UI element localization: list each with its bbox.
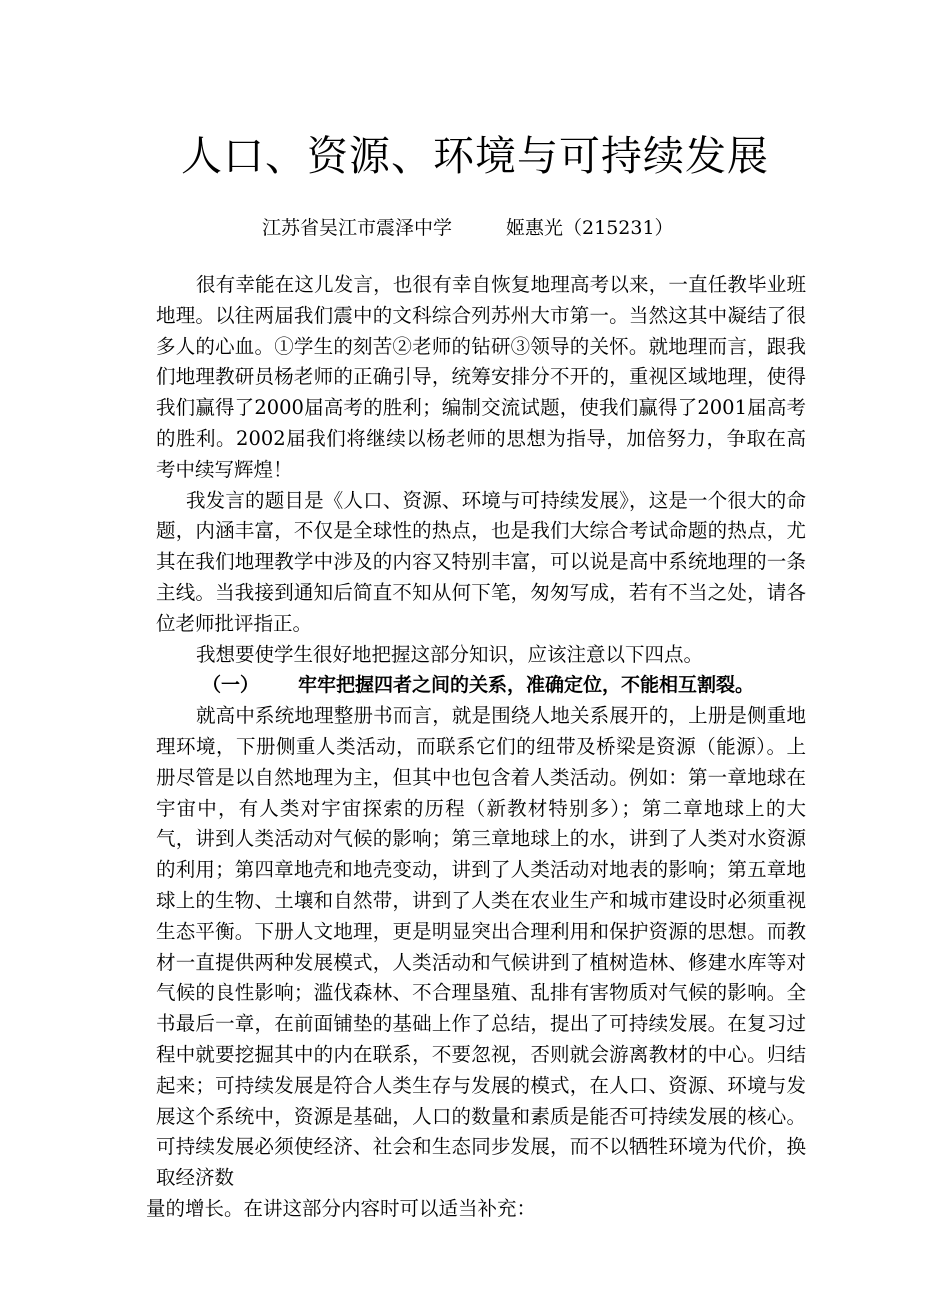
byline <box>262 214 674 242</box>
document-body <box>146 270 806 1225</box>
section-heading <box>156 670 806 701</box>
paragraph-intro: 很有幸能在这儿发言，也很有幸自恢复地理高考以来，一直任教毕业班地理。以往两届我们震中的文科综合列苏州大市第一。当然这其中凝结了很多人的心血。①学生的刻苦②老师的钻研③领导的关怀。就地理而言，跟我们地理教研员杨老师的正确引导，统筹安排分不开的，重视区域地理，使得我们赢得了2000届高考的胜利；编制交流试题，使我们赢得了2001届高考的胜利。2002届我们将继续以杨老师的思想为指导，加倍努力，争取在高考中续写辉煌！ <box>156 273 806 481</box>
paragraph-last-line: 量的增长。在讲这部分内容时可以适当补充： <box>146 1196 537 1220</box>
paragraph-section-body: 就高中系统地理整册书而言，就是围绕人地关系展开的，上册是侧重地理环境，下册侧重人类活动，而联系它们的纽带及桥梁是资源（能源）。上册尽管是以自然地理为主，但其中也包含着人类活动。例如：第一章地球在宇宙中，有人类对宇宙探索的历程（新教材特别多）；第二章地球上的大气，讲到人类活动对气候的影响；第三章地球上的水，讲到了人类对水资源的利用；第四章地壳和地壳变动，讲到了人类活动对地表的影响；第五章地球上的生物、土壤和自然带，讲到了人类在农业生产和城市建设时必须重视生态平衡。下册人文地理，更是明显突出合理利用和保护资源的思想。而教材一直提供两种发展模式，人类活动和气候讲到了植树造林、修建水库等对气候的良性影响；滥伐森林、不合理垦殖、乱排有害物质对气候的影响。全书最后一章，在前面铺垫的基础上作了总结，提出了可持续发展。在复习过程中就要挖掘其中的内在联系，不要忽视，否则就会游离教材的中心。归结起来；可持续发展是符合人类生存与发展的模式，在人口、资源、环境与发展这个系统中，资源是基础，人口的数量和素质是能否可持续发展的核心。可持续发展必须使经济、社会和生态同步发展，而不以牺牲环境为代价，换取经济数 <box>156 704 806 1190</box>
paragraph-topic: 我发言的题目是《人口、资源、环境与可持续发展》，这是一个很大的命题，内涵丰富，不仅是全球性的热点，也是我们大综合考试命题的热点，尤其在我们地理教学中涉及的内容又特别丰富，可以说是高中系统地理的一条主线。当我接到通知后简直不知从何下笔，匆匆写成，若有不当之处，请各位老师批评指正。 <box>156 488 806 635</box>
section-number: （一） <box>202 674 260 697</box>
affiliation: 江苏省吴江市震泽中学 <box>262 217 453 239</box>
document-title: 人口、资源、环境与可持续发展 <box>181 132 769 180</box>
author: 姬惠光（215231） <box>506 217 674 239</box>
section-heading-text: 牢牢把握四者之间的关系，准确定位，不能相互割裂。 <box>298 674 755 697</box>
paragraph-points: 我想要使学生很好地把握这部分知识，应该注意以下四点。 <box>196 642 704 666</box>
